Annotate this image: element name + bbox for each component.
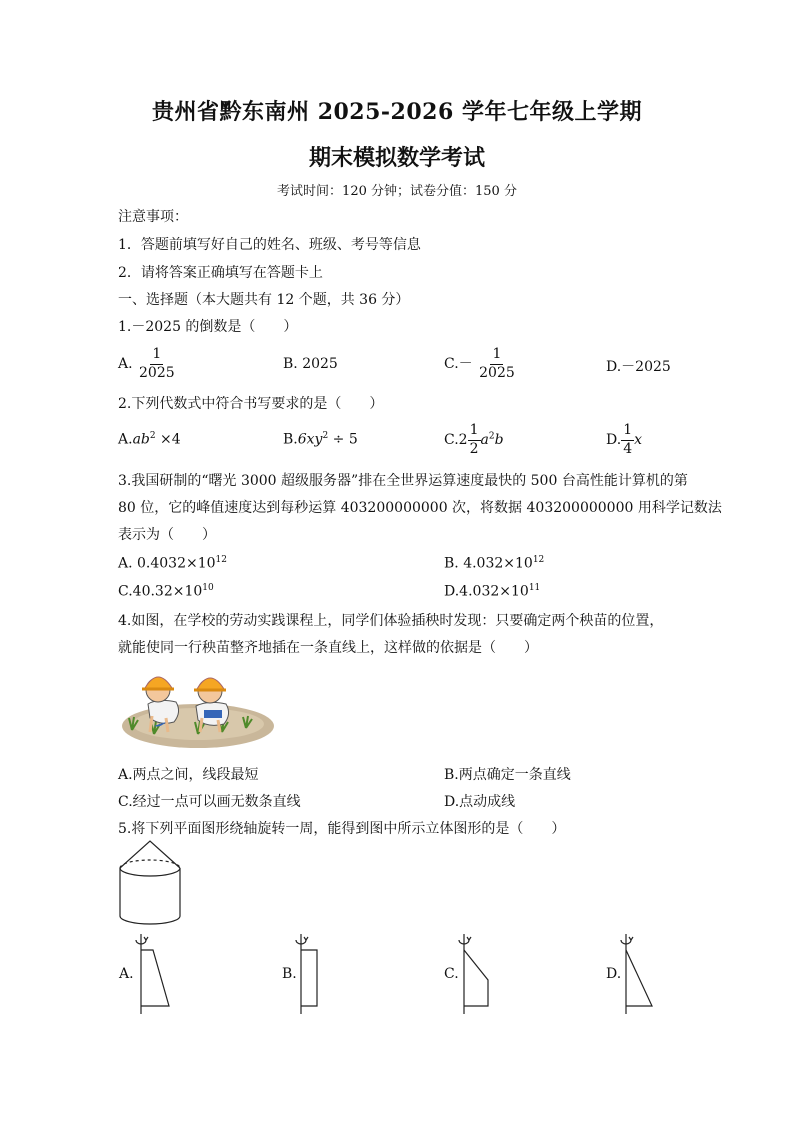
fraction: $\frac{1}{2}$ (469, 422, 479, 457)
q2-option-c: C.2 $\frac{1}{2}$ $a^2b$ (444, 422, 504, 457)
note-item: 2．请将答案正确填写在答题卡上 (118, 265, 323, 281)
exam-info: 考试时间：120 分钟；试卷分值：150 分 (277, 184, 517, 199)
q4-option-c: C.经过一点可以画无数条直线 (118, 794, 301, 810)
q5-option-c-label: C. (444, 966, 459, 982)
q1-option-c: C.－ $\frac{1}{2025}$ (444, 346, 515, 381)
q1-option-b: B. 2025 (283, 356, 338, 372)
q5-option-d-figure (615, 930, 660, 1016)
note-item: 1．答题前填写好自己的姓名、班级、考号等信息 (118, 237, 421, 253)
question-5-stem: 5.将下列平面图形绕轴旋转一周，能得到图中所示立体图形的是（ ） (118, 821, 566, 837)
q5-option-a-label: A. (119, 966, 134, 982)
q5-option-b-figure (290, 930, 330, 1016)
exam-title-line2: 期末模拟数学考试 (308, 145, 485, 171)
q1-option-a: A. $\frac{1}{2025}$ (118, 346, 175, 381)
q3-option-c: $C.40.32\times 10^{10}$ (118, 583, 214, 600)
q3-option-d: $D.4.032\times 10^{11}$ (444, 583, 541, 600)
question-1-stem: 1.－2025 的倒数是（ ） (118, 319, 298, 335)
question-2-stem: 2.下列代数式中符合书写要求的是（ ） (118, 396, 384, 412)
section-heading: 一、选择题（本大题共有 12 个题，共 36 分） (118, 292, 410, 308)
question-3-stem-line3: 表示为（ ） (118, 527, 216, 543)
q3-option-b: B. $4.032\times 10^{12}$ (444, 555, 545, 572)
exam-title-line1: 贵州省黔东南州 2025-2026 学年七年级上学期 (152, 99, 642, 125)
question-3-stem-line1: 3.我国研制的“曙光 3000 超级服务器”排在全世界运算速度最快的 500 台高性能计算机的第 (118, 473, 688, 489)
q3-option-a: A. $0.4032\times 10^{12}$ (118, 555, 227, 572)
question-4-stem-line1: 4.如图，在学校的劳动实践课程上，同学们体验插秧时发现：只要确定两个秧苗的位置， (118, 613, 664, 629)
q2-option-b: $B.6xy^2 \div 5$ (283, 431, 358, 448)
q2-option-a: $A.ab^2 \times 4$ (118, 431, 181, 448)
q2-option-d: D. $\frac{1}{4}$ x (606, 422, 643, 457)
notes-heading: 注意事项： (118, 209, 188, 225)
fraction: $\frac{1}{4}$ (623, 422, 633, 457)
q4-option-d: D.点动成线 (444, 794, 516, 810)
q5-option-c-figure (453, 930, 498, 1016)
q5-option-a-figure (130, 930, 180, 1016)
q4-option-b: B.两点确定一条直线 (444, 767, 571, 783)
fraction: $\frac{1}{2025}$ (479, 346, 515, 381)
fraction: $\frac{1}{2025}$ (139, 346, 175, 381)
q1-option-d: D.－2025 (606, 359, 671, 375)
question-3-stem-line2: 80 位，它的峰值速度达到每秒运算 403200000000 次，将数据 403200000000 用科学记数法 (118, 500, 722, 516)
q5-option-b-label: B. (282, 966, 297, 982)
q5-option-d-label: D. (606, 966, 622, 982)
rice-planting-illustration (118, 664, 276, 752)
q4-option-a: A.两点之间，线段最短 (118, 767, 259, 783)
cone-cylinder-figure (115, 838, 185, 928)
question-4-stem-line2: 就能使同一行秧苗整齐地插在一条直线上，这样做的依据是（ ） (118, 640, 538, 656)
